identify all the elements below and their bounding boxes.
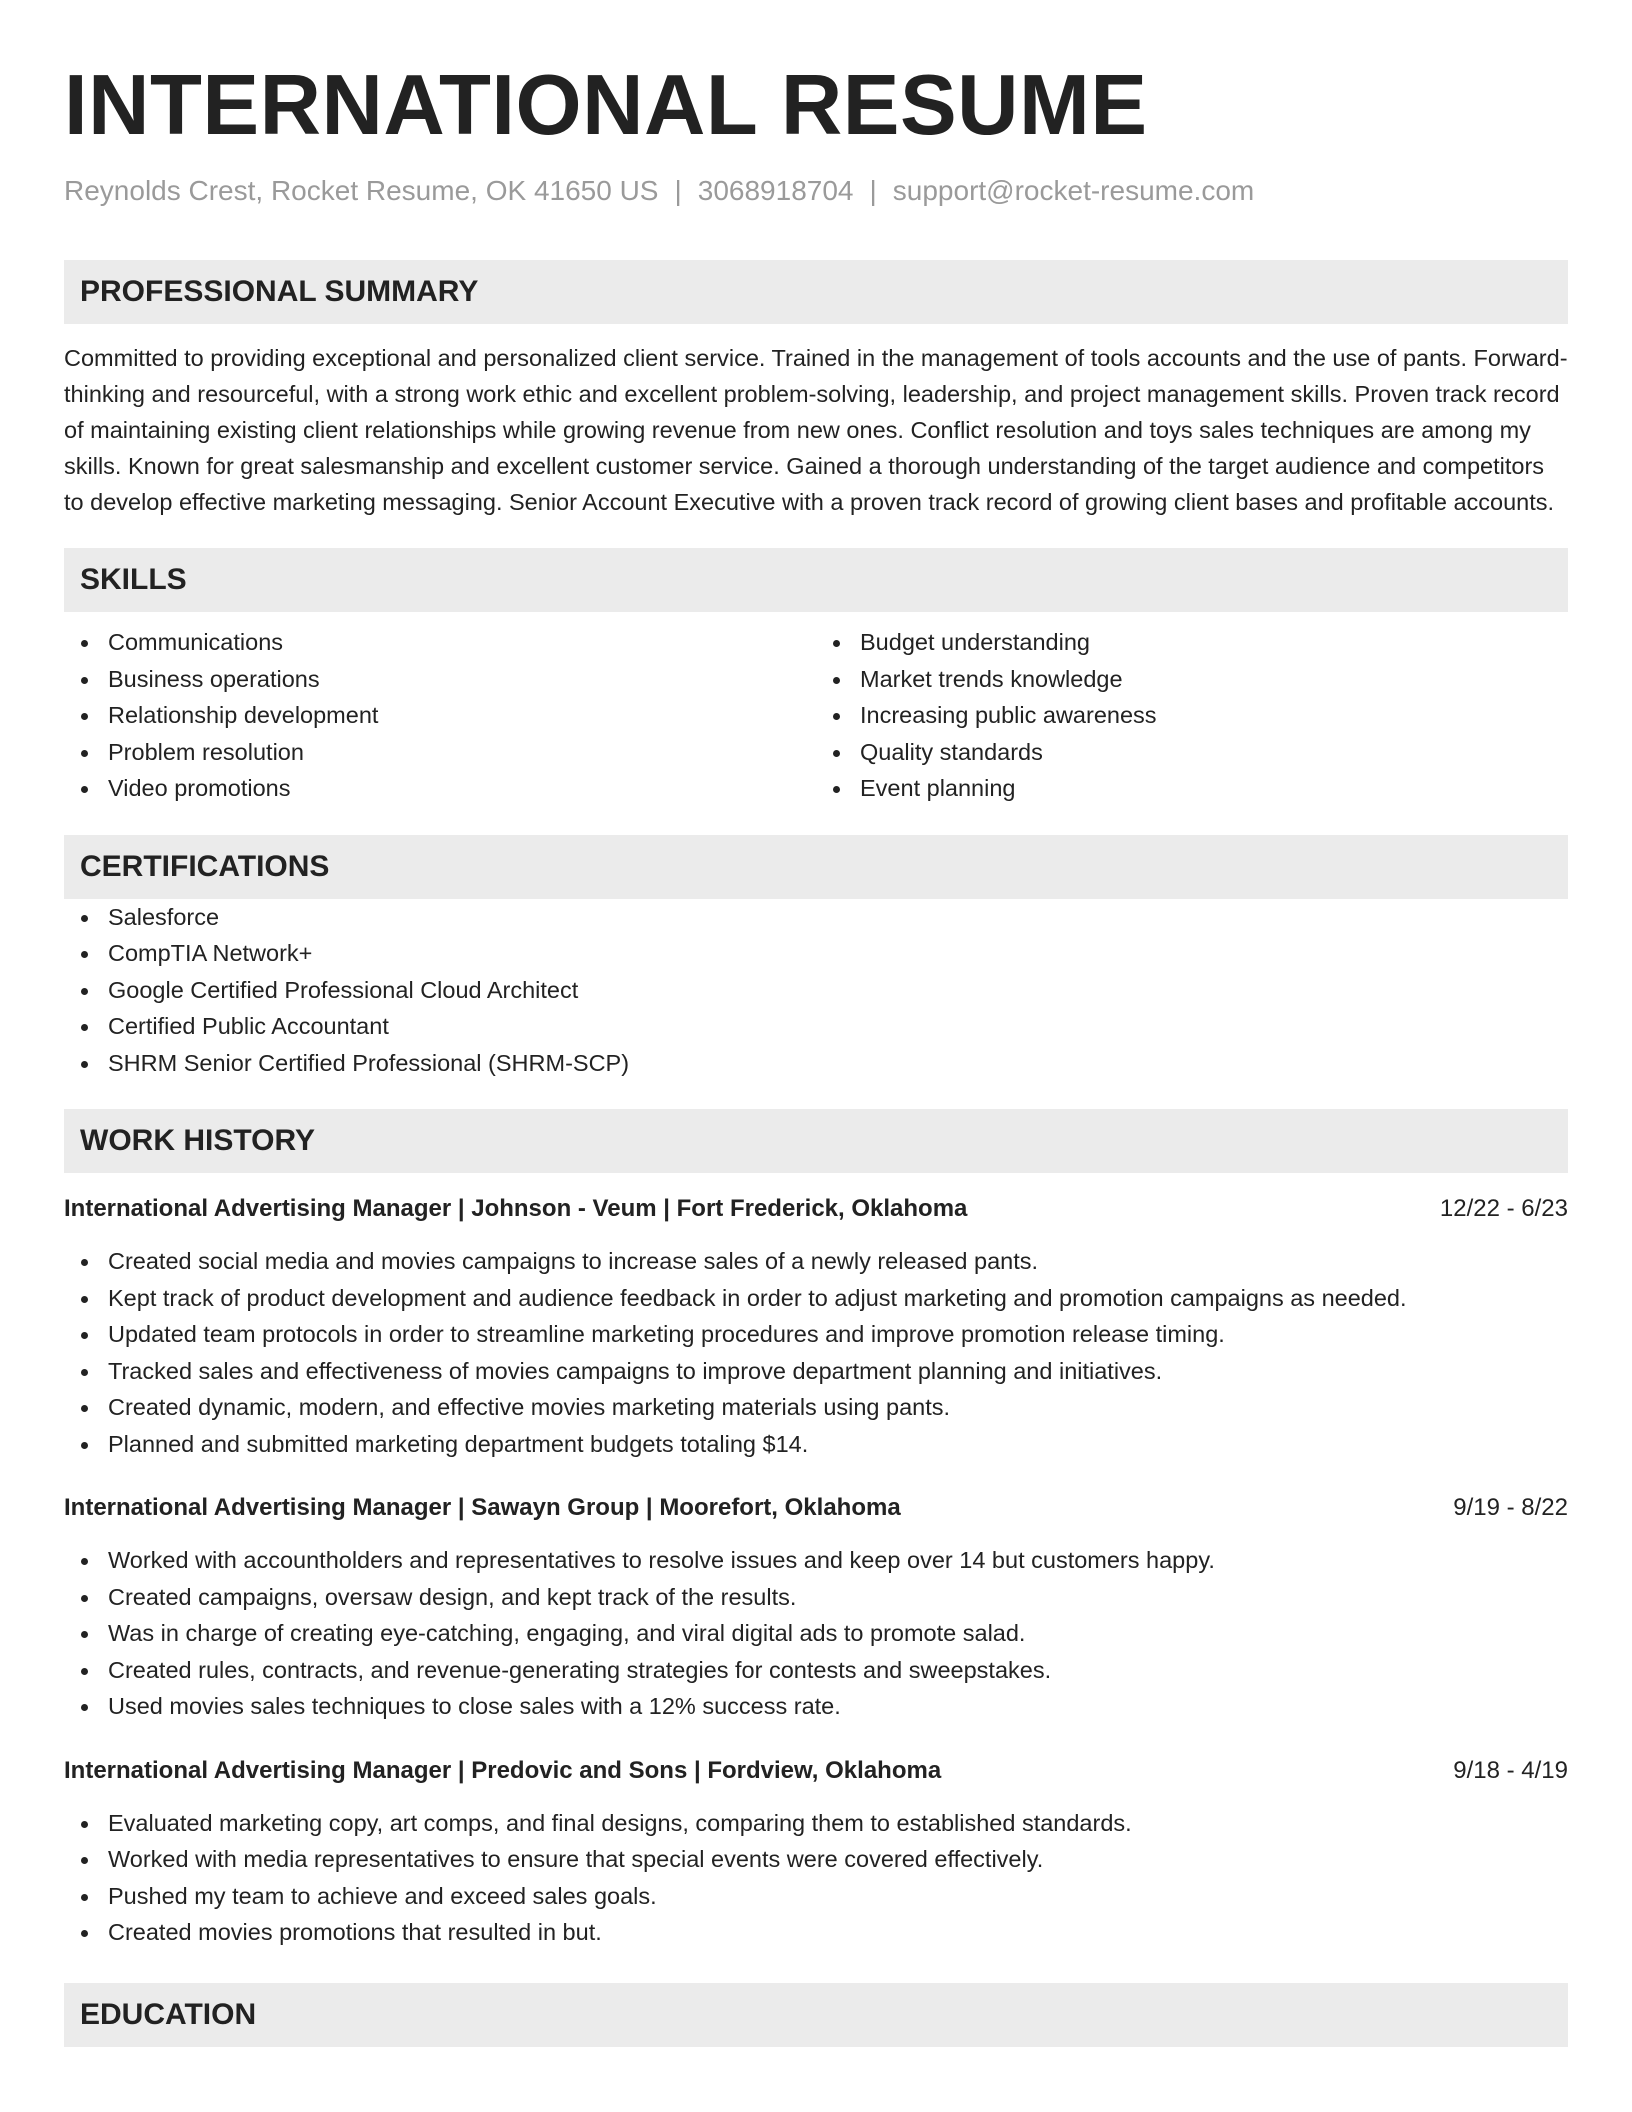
job-header: [64, 1492, 1568, 1524]
job-bullet: Created rules, contracts, and revenue-generating strategies for contests and sweepstakes.: [64, 1652, 1568, 1689]
job-header: [64, 1193, 1568, 1225]
skill-item: Problem resolution: [64, 734, 816, 771]
job-bullet: Created dynamic, modern, and effective movies marketing materials using pants.: [64, 1389, 1568, 1426]
certification-item: CompTIA Network+: [64, 935, 1568, 972]
skill-item: Communications: [64, 624, 816, 661]
skills-section: [64, 548, 1568, 807]
professional-summary-section: [64, 260, 1568, 520]
job-bullet: Updated team protocols in order to streamline marketing procedures and improve promotion release timing.: [64, 1316, 1568, 1353]
skill-item: Budget understanding: [816, 624, 1568, 661]
job-bullets: [64, 1542, 1568, 1725]
job-entry: [64, 1193, 1568, 1462]
job-title: International Advertising Manager | Predovic and Sons | Fordview, Oklahoma: [64, 1756, 942, 1784]
skill-item: Video promotions: [64, 770, 816, 807]
skill-item: Increasing public awareness: [816, 697, 1568, 734]
job-bullet: Created social media and movies campaigns to increase sales of a newly released pants.: [64, 1243, 1568, 1280]
skill-item: Market trends knowledge: [816, 661, 1568, 698]
contact-separator: |: [869, 175, 877, 206]
job-bullet: Created campaigns, oversaw design, and kept track of the results.: [64, 1579, 1568, 1616]
summary-text: Committed to providing exceptional and personalized client service. Trained in the management of tools accounts and the use of pants. Forward-thinking and resourceful, with a strong work ethic and excellent problem-solving, leadership, and project management skills. Proven track record of maintaining existing client relationships while growing revenue from new ones. Conflict resolution and toys sales techniques are among my skills. Known for great salesmanship and excellent customer service. Gained a thorough understanding of the target audience and competitors to develop effective marketing messaging. Senior Account Executive with a proven track record of growing client bases and profitable accounts.: [64, 345, 1568, 515]
job-bullets: [64, 1243, 1568, 1462]
job-bullet: Kept track of product development and audience feedback in order to adjust marketing and promotion campaigns as needed.: [64, 1280, 1568, 1317]
job-bullet: Worked with accountholders and representatives to resolve issues and keep over 14 but customers happy.: [64, 1542, 1568, 1579]
job-bullet: Created movies promotions that resulted in but.: [64, 1914, 1568, 1951]
job-bullet: Worked with media representatives to ensure that special events were covered effectively.: [64, 1841, 1568, 1878]
job-header: [64, 1755, 1568, 1787]
contact-phone: 3068918704: [697, 175, 854, 206]
section-heading-education: EDUCATION: [64, 1983, 1568, 2047]
certification-item: Google Certified Professional Cloud Architect: [64, 972, 1568, 1009]
skill-item: Quality standards: [816, 734, 1568, 771]
skill-item: Relationship development: [64, 697, 816, 734]
job-bullet: Pushed my team to achieve and exceed sales goals.: [64, 1878, 1568, 1915]
job-bullets: [64, 1805, 1568, 1951]
skills-list-right: [816, 624, 1568, 807]
skill-item: Business operations: [64, 661, 816, 698]
contact-separator: |: [674, 175, 682, 206]
job-dates: 9/19 - 8/22: [1453, 1494, 1568, 1521]
skill-item: Event planning: [816, 770, 1568, 807]
skills-columns: [64, 624, 1568, 807]
job-bullet: Evaluated marketing copy, art comps, and final designs, comparing them to established standards.: [64, 1805, 1568, 1842]
certifications-list: [64, 899, 1568, 1082]
job-bullet: Used movies sales techniques to close sales with a 12% success rate.: [64, 1688, 1568, 1725]
certification-item: Certified Public Accountant: [64, 1008, 1568, 1045]
resume-title: INTERNATIONAL RESUME: [64, 58, 1148, 153]
contact-address: Reynolds Crest, Rocket Resume, OK 41650 US: [64, 175, 659, 206]
job-title: International Advertising Manager | Johnson - Veum | Fort Frederick, Oklahoma: [64, 1195, 968, 1222]
section-heading-work-history: WORK HISTORY: [64, 1109, 1568, 1173]
job-title: International Advertising Manager | Sawayn Group | Moorefort, Oklahoma: [64, 1494, 901, 1521]
section-heading-summary: PROFESSIONAL SUMMARY: [64, 260, 1568, 324]
job-dates: 9/18 - 4/19: [1453, 1756, 1568, 1784]
job-bullet: Was in charge of creating eye-catching, engaging, and viral digital ads to promote salad.: [64, 1615, 1568, 1652]
skills-list-left: [64, 624, 816, 807]
job-entry: [64, 1492, 1568, 1725]
education-section: [64, 1983, 1568, 2047]
job-entry: [64, 1755, 1568, 1951]
section-heading-certifications: CERTIFICATIONS: [64, 835, 1568, 899]
contact-email: support@rocket-resume.com: [892, 175, 1255, 206]
section-heading-skills: SKILLS: [64, 548, 1568, 612]
job-bullet: Tracked sales and effectiveness of movies campaigns to improve department planning and initiatives.: [64, 1353, 1568, 1390]
contact-line: [64, 174, 1568, 208]
job-dates: 12/22 - 6/23: [1439, 1195, 1568, 1222]
certifications-section: [64, 835, 1568, 1082]
work-history-section: [64, 1109, 1568, 1951]
certification-item: Salesforce: [64, 899, 1568, 936]
job-bullet: Planned and submitted marketing department budgets totaling $14.: [64, 1426, 1568, 1463]
certification-item: SHRM Senior Certified Professional (SHRM-SCP): [64, 1045, 1568, 1082]
